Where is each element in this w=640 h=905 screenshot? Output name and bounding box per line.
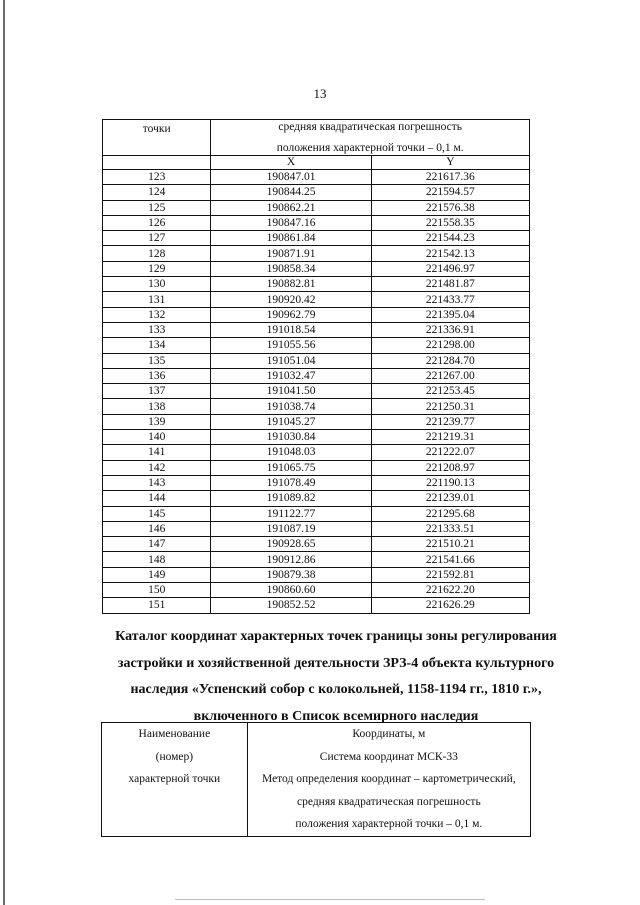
table-row — [103, 521, 530, 536]
catalog-title — [96, 624, 576, 731]
point-number-cell: 139 — [103, 414, 211, 429]
page-number: 13 — [313, 86, 327, 101]
point-number-cell: 123 — [103, 170, 211, 185]
point-number-cell: 135 — [103, 353, 211, 368]
table-row — [103, 246, 530, 261]
y-coordinate-cell: 221576.38 — [371, 200, 529, 215]
coordinates-header-line: средняя квадратическая погрешность — [297, 795, 481, 808]
point-number-cell: 131 — [103, 292, 211, 307]
error-header-line1: средняя квадратическая погрешность — [211, 120, 530, 141]
table-row — [103, 506, 530, 521]
point-column-header: точки — [103, 120, 211, 156]
y-coordinate-cell: 221542.13 — [371, 246, 529, 261]
point-number-cell: 133 — [103, 322, 211, 337]
table-header-row — [103, 156, 530, 170]
table-row — [103, 460, 530, 475]
y-coordinate-cell: 221622.20 — [371, 583, 529, 598]
y-coordinate-cell: 221617.36 — [371, 170, 529, 185]
table-row — [103, 200, 530, 215]
table-row — [103, 537, 530, 552]
table-row — [103, 322, 530, 337]
y-coordinate-cell: 221298.00 — [371, 338, 529, 353]
x-coordinate-cell: 190847.01 — [211, 170, 371, 185]
y-coordinate-cell: 221626.29 — [371, 598, 529, 613]
point-number-cell: 149 — [103, 567, 211, 582]
y-coordinate-cell: 221267.00 — [371, 368, 529, 383]
table-row — [103, 215, 530, 230]
x-coordinate-cell: 191032.47 — [211, 368, 371, 383]
x-coordinate-cell: 190962.79 — [211, 307, 371, 322]
table-row — [103, 414, 530, 429]
x-coordinate-cell: 190847.16 — [211, 215, 371, 230]
x-coordinate-cell: 190862.21 — [211, 200, 371, 215]
point-number-cell: 148 — [103, 552, 211, 567]
y-coordinate-cell: 221395.04 — [371, 307, 529, 322]
error-header-line2: положения характерной точки – 0,1 м. — [211, 140, 530, 156]
coordinates-header — [247, 723, 530, 837]
table-row — [103, 185, 530, 200]
table-row — [103, 475, 530, 490]
table-row — [103, 231, 530, 246]
y-coordinate-cell: 221333.51 — [371, 521, 529, 536]
y-column-header: Y — [371, 156, 529, 170]
catalog-title-line: включенного в Список всемирного наследия — [193, 709, 479, 725]
table-row — [103, 353, 530, 368]
x-coordinate-cell: 191030.84 — [211, 430, 371, 445]
table-row — [103, 445, 530, 460]
scan-edge-left — [3, 0, 5, 905]
point-number-cell: 125 — [103, 200, 211, 215]
x-coordinate-cell: 190882.81 — [211, 277, 371, 292]
x-coordinate-cell: 190844.25 — [211, 185, 371, 200]
point-number-cell: 151 — [103, 598, 211, 613]
x-coordinate-cell: 191087.19 — [211, 521, 371, 536]
table-row — [103, 292, 530, 307]
x-coordinate-cell: 191078.49 — [211, 475, 371, 490]
point-number-cell: 134 — [103, 338, 211, 353]
x-coordinate-cell: 191065.75 — [211, 460, 371, 475]
point-number-cell: 144 — [103, 491, 211, 506]
x-coordinate-cell: 190879.38 — [211, 567, 371, 582]
x-coordinate-cell: 191048.03 — [211, 445, 371, 460]
point-column-header-blank — [103, 156, 211, 170]
catalog-title-line: наследия «Успенский собор с колокольней, 1158-1194 гг., 1810 г.», — [130, 682, 542, 698]
x-coordinate-cell: 190912.86 — [211, 552, 371, 567]
table-row — [103, 277, 530, 292]
x-coordinate-cell: 190871.91 — [211, 246, 371, 261]
point-number-cell: 129 — [103, 261, 211, 276]
y-coordinate-cell: 221250.31 — [371, 399, 529, 414]
y-coordinate-cell: 221510.21 — [371, 537, 529, 552]
x-coordinate-cell: 190920.42 — [211, 292, 371, 307]
catalog-title-line: Каталог координат характерных точек границы зоны регулирования — [115, 629, 557, 644]
point-number-cell: 136 — [103, 368, 211, 383]
point-number-cell: 147 — [103, 537, 211, 552]
table-row — [103, 368, 530, 383]
point-number-cell: 137 — [103, 384, 211, 399]
table-row — [103, 338, 530, 353]
x-coordinate-cell: 190861.84 — [211, 231, 371, 246]
y-coordinate-cell: 221336.91 — [371, 322, 529, 337]
point-number-cell: 143 — [103, 475, 211, 490]
x-coordinate-cell: 190860.60 — [211, 583, 371, 598]
table-row — [103, 430, 530, 445]
table-row — [103, 307, 530, 322]
coordinates-header-line: Система координат МСК-33 — [319, 750, 458, 763]
point-name-header — [102, 723, 248, 837]
table-row — [103, 583, 530, 598]
table-row — [103, 399, 530, 414]
x-coordinate-cell: 191018.54 — [211, 322, 371, 337]
table-header-row — [103, 120, 530, 141]
point-number-cell: 141 — [103, 445, 211, 460]
catalog-header-table — [101, 722, 531, 837]
x-coordinate-cell: 191041.50 — [211, 384, 371, 399]
table-row — [103, 552, 530, 567]
point-number-cell: 146 — [103, 521, 211, 536]
table-row — [103, 384, 530, 399]
y-coordinate-cell: 221222.07 — [371, 445, 529, 460]
point-name-header-line: Наименование — [138, 728, 211, 740]
point-number-cell: 132 — [103, 307, 211, 322]
point-number-cell: 140 — [103, 430, 211, 445]
point-name-header-line: характерной точки — [128, 773, 221, 785]
x-column-header: X — [211, 156, 371, 170]
point-number-cell: 138 — [103, 399, 211, 414]
x-coordinate-cell: 190858.34 — [211, 261, 371, 276]
coordinates-table — [102, 119, 530, 614]
y-coordinate-cell: 221433.77 — [371, 292, 529, 307]
point-number-cell: 150 — [103, 583, 211, 598]
coordinates-header-line: положения характерной точки – 0,1 м. — [295, 818, 483, 830]
y-coordinate-cell: 221558.35 — [371, 215, 529, 230]
y-coordinate-cell: 221541.66 — [371, 552, 529, 567]
table-row — [102, 723, 531, 837]
point-number-cell: 126 — [103, 215, 211, 230]
x-coordinate-cell: 191055.56 — [211, 338, 371, 353]
y-coordinate-cell: 221284.70 — [371, 353, 529, 368]
point-number-cell: 127 — [103, 231, 211, 246]
x-coordinate-cell: 191038.74 — [211, 399, 371, 414]
point-number-cell: 142 — [103, 460, 211, 475]
point-name-header-line: (номер) — [155, 750, 194, 763]
x-coordinate-cell: 191051.04 — [211, 353, 371, 368]
table-row — [103, 170, 530, 185]
coordinates-header-line: Координаты, м — [352, 728, 426, 740]
coordinates-header-line: Метод определения координат – картометрический, — [262, 773, 516, 785]
x-coordinate-cell: 190928.65 — [211, 537, 371, 552]
table-row — [103, 567, 530, 582]
catalog-title-line: застройки и хозяйственной деятельности ЗРЗ-4 объекта культурного — [117, 655, 555, 671]
y-coordinate-cell: 221544.23 — [371, 231, 529, 246]
y-coordinate-cell: 221481.87 — [371, 277, 529, 292]
y-coordinate-cell: 221190.13 — [371, 475, 529, 490]
scan-edge-bottom — [175, 899, 485, 900]
point-number-cell: 124 — [103, 185, 211, 200]
table-row — [103, 598, 530, 613]
x-coordinate-cell: 191122.77 — [211, 506, 371, 521]
y-coordinate-cell: 221239.01 — [371, 491, 529, 506]
x-coordinate-cell: 190852.52 — [211, 598, 371, 613]
y-coordinate-cell: 221219.31 — [371, 430, 529, 445]
point-number-cell: 145 — [103, 506, 211, 521]
x-coordinate-cell: 191045.27 — [211, 414, 371, 429]
y-coordinate-cell: 221253.45 — [371, 384, 529, 399]
point-number-cell: 130 — [103, 277, 211, 292]
y-coordinate-cell: 221295.68 — [371, 506, 529, 521]
table-row — [103, 491, 530, 506]
y-coordinate-cell: 221208.97 — [371, 460, 529, 475]
y-coordinate-cell: 221496.97 — [371, 261, 529, 276]
y-coordinate-cell: 221239.77 — [371, 414, 529, 429]
point-number-cell: 128 — [103, 246, 211, 261]
x-coordinate-cell: 191089.82 — [211, 491, 371, 506]
y-coordinate-cell: 221594.57 — [371, 185, 529, 200]
table-row — [103, 261, 530, 276]
y-coordinate-cell: 221592.81 — [371, 567, 529, 582]
